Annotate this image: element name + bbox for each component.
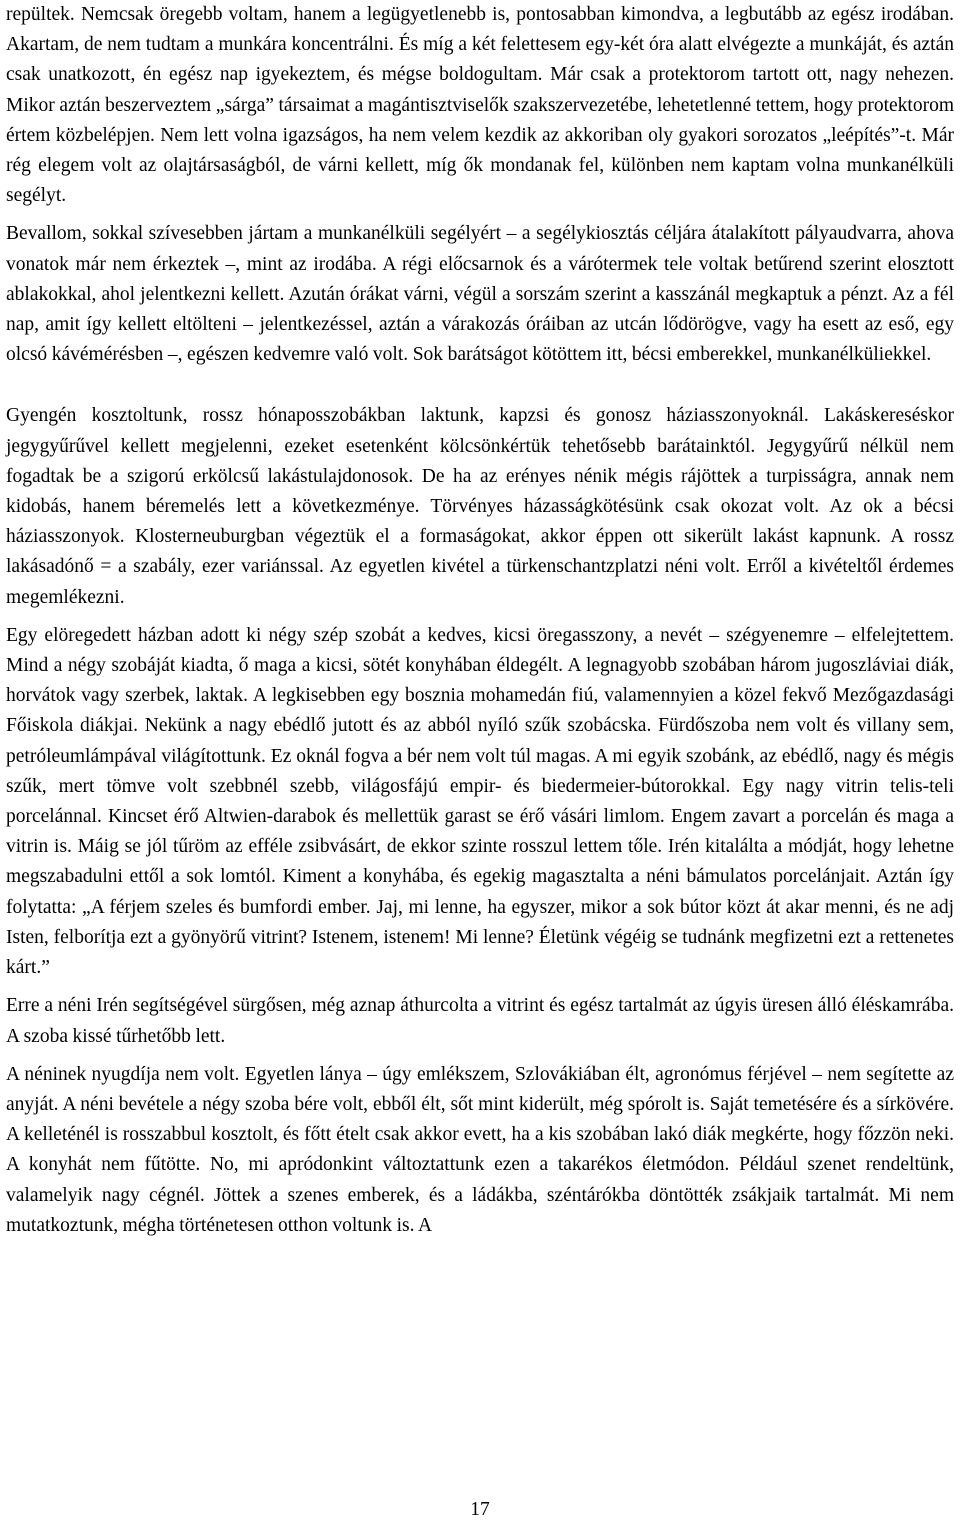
page-number: 17 [470, 1499, 490, 1520]
paragraph-spacer [6, 211, 954, 219]
paragraph-4: Egy elöregedett házban adott ki négy szép szobát a kedves, kicsi öregasszony, a nevét – szégyenemre – elfelejtettem. Mind a négy szobáját kiadta, ő maga a kicsi, sötét konyhában éldegélt. A legnagyobb szobában három jugoszláviai diák, horvátok vagy szerbek, laktak. A legkisebben egy bosznia mohamedán fiú, valamennyien a közel fekvő Mezőgazdasági Főiskola diákjai. Nekünk a nagy ebédlő jutott és az abból nyíló szűk szobácska. Fürdőszoba nem volt és villany sem, petróleumlámpával világítottunk. Ez oknál fogva a bér nem volt túl magas. A mi egyik szobánk, az ebédlő, nagy és mégis szűk, mert tömve volt szebbnél szebb, világosfájú empir- és biedermeier-bútorokkal. Egy nagy vitrin telis-teli porcelánnal. Kincset érő Altwien-darabok és mellettük garast se érő vásári limlom. Engem zavart a porcelán és maga a vitrin is. Máig se jól tűröm az efféle zsibvásárt, de ekkor szinte rosszul lettem tőle. Irén kitalálta a módját, hogy lehetne megszabadulni ettől a sok lomtól. Kiment a konyhába, és egekig magasztalta a néni bámulatos porcelánjait. Aztán így folytatta: „A férjem szeles és bumfordi ember. Jaj, mi lenne, ha egyszer, mikor a sok bútor közt át akar menni, és ne adj Isten, felborítja ezt a gyönyörű vitrint? Istenem, istenem! Mi lenne? Életünk végéig se tudnánk megfizetni ezt a rettenetes kárt.” [6, 624, 954, 979]
paragraph-1: repültek. Nemcsak öregebb voltam, hanem a legügyetlenebb is, pontosabban kimondva, a legbutább az egész irodában. Akartam, de nem tudtam a munkára koncentrálni. És míg a két felettesem egy-két óra alatt elvégezte a munkáját, és aztán csak unatkozott, én egész nap igyekeztem, és mégse boldogultam. Már csak a protektorom tartott ott, nagy nehezen. Mikor aztán beszerveztem „sárga” társaimat a magántisztviselők szakszervezetébe, lehetetlenné tettem, hogy protektorom értem közbelépjen. Nem lett volna igazságos, ha nem velem kezdik az akkoriban oly gyakori sorozatos „leépítés”-t. Már rég elegem volt az olajtársaságból, de várni kellett, míg ők mondanak fel, különben nem kaptam volna munkanélküli segélyt. [6, 4, 954, 207]
paragraph-6: A néninek nyugdíja nem volt. Egyetlen lánya – úgy emlékszem, Szlovákiában élt, agronómus férjével – nem segítette az anyját. A néni bevétele a négy szoba bére volt, ebből élt, sőt mint kiderült, még spórolt is. Saját temetésére és a sírkövére. A kelleténél is rosszabbul kosztolt, és főtt ételt csak akkor evett, ha a kis szobában lakó diák megkérte, hogy főzzön neki. A konyhát nem fűtötte. No, mi apródonkint változtattunk ezen a takarékos életmódon. Például szenet rendeltünk, valamelyik nagy cégnél. Jöttek a szenes emberek, és a ládákba, széntárókba döntötték zsákjaik tartalmát. Mi nem mutatkoztunk, mégha történetesen otthon voltunk is. A [6, 1063, 954, 1236]
paragraph-2: Bevallom, sokkal szívesebben jártam a munkanélküli segélyért – a segélykiosztás céljára átalakított pályaudvarra, ahova vonatok már nem érkeztek –, mint az irodába. A régi előcsarnok és a várótermek tele voltak betűrend szerint elosztott ablakokkal, ahol jelentkezni kellett. Azután órákat várni, végül a sorszám szerint a kasszánál megkaptuk a pénzt. Az a fél nap, amit így kellett eltölteni – jelentkezéssel, aztán a várakozás óráiban az utcán lődörögve, vagy ha esett az eső, egy olcsó kávémérésben –, egészen kedvemre való volt. Sok barátságot kötöttem itt, bécsi emberekkel, munkanélküliekkel. [6, 223, 954, 366]
document-page [6, 0, 954, 1525]
paragraph-spacer [6, 1052, 954, 1060]
section-break [6, 370, 954, 401]
paragraph-spacer [6, 613, 954, 621]
paragraph-5: Erre a néni Irén segítségével sürgősen, még aznap áthurcolta a vitrint és egész tartalmát az úgyis üresen álló éléskamrába. A szoba kissé tűrhetőbb lett. [6, 995, 954, 1047]
paragraph-spacer [6, 983, 954, 991]
paragraph-3: Gyengén kosztoltunk, rossz hónaposszobákban laktunk, kapzsi és gonosz háziasszonyoknál. Lakáskereséskor jegygyűrűvel kellett megjelenni, ezeket esetenként kölcsönkértük tehetősebb barátainktól. Jegygyűrű nélkül nem fogadtak be a szigorú erkölcsű lakástulajdonosok. De ha az erényes nénik mégis rájöttek a turpisságra, annak nem kidobás, hanem béremelés lett a következménye. Törvényes házasságkötésünk csak okozat volt. Az ok a bécsi háziasszonyok. Klosterneuburgban végeztük el a formaságokat, akkor éppen ott sikerült lakást kapnunk. A rossz lakásadónő = a szabály, ezer variánssal. Az egyetlen kivétel a türkenschantzplatzi néni volt. Erről a kivételtől érdemes megemlékezni. [6, 405, 954, 608]
